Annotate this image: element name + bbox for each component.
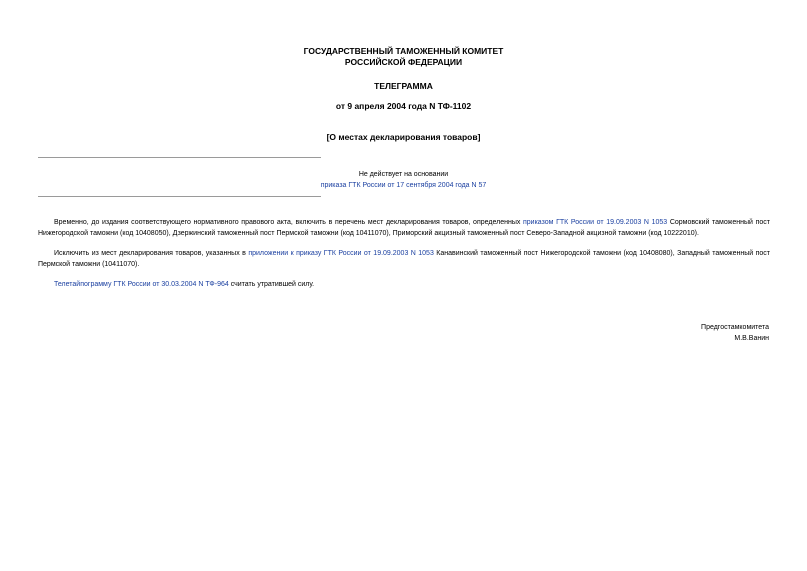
paragraph-3-text-b: считать утратившей силу. [228,281,315,288]
signature-title: Предгостамкомитета [701,324,769,331]
paragraph-1 [38,217,770,239]
document-status [0,169,807,191]
document-subject: [О местах декларирования товаров] [326,132,481,142]
paragraph-1-text-a: Временно, до издания соответствующего нормативного правового акта, включить в перечень мест декларирования товаров, определенных [54,219,523,226]
paragraph-2 [38,248,770,270]
paragraph-1-text-b: Сормовский таможенный пост Нижегородской таможни (код 10408050), Дзержинский таможенный пост Пермской таможни (код 10411070), Приморский акцизный таможенный пост Северо-Западной акцизной таможни (код 10222010). [38,219,770,237]
paragraph-2-link[interactable]: приложении к приказу ГТК России от 19.09.2003 N 1053 [248,250,434,257]
document-date-number: от 9 апреля 2004 года N ТФ-1102 [335,101,472,111]
paragraph-3-link[interactable]: Телетайпограмму ГТК России от 30.03.2004 N ТФ-964 [54,281,229,288]
document-type: ТЕЛЕГРАММА [374,81,433,91]
paragraph-2-text-a: Исключить из мест декларирования товаров, указанных в [54,250,249,257]
paragraph-1-link[interactable]: приказом ГТК России от 19.09.2003 N 1053 [523,219,668,226]
status-text: Не действует на основании [358,171,449,178]
paragraph-3 [38,279,770,290]
organization-heading [0,46,807,68]
organization-line-2: РОССИЙСКОЙ ФЕДЕРАЦИИ [344,57,463,67]
divider-bottom [38,196,321,197]
signature-block [701,322,769,344]
signature-name: М.В.Ванин [734,335,769,342]
divider-top [38,157,321,158]
status-link[interactable]: приказа ГТК России от 17 сентября 2004 года N 57 [320,182,487,189]
paragraph-2-text-b: Канавинский таможенный пост Нижегородской таможни (код 10408080), Западный таможенный пост Пермской таможни (10411070). [38,250,770,268]
organization-line-1: ГОСУДАРСТВЕННЫЙ ТАМОЖЕННЫЙ КОМИТЕТ [303,46,504,56]
